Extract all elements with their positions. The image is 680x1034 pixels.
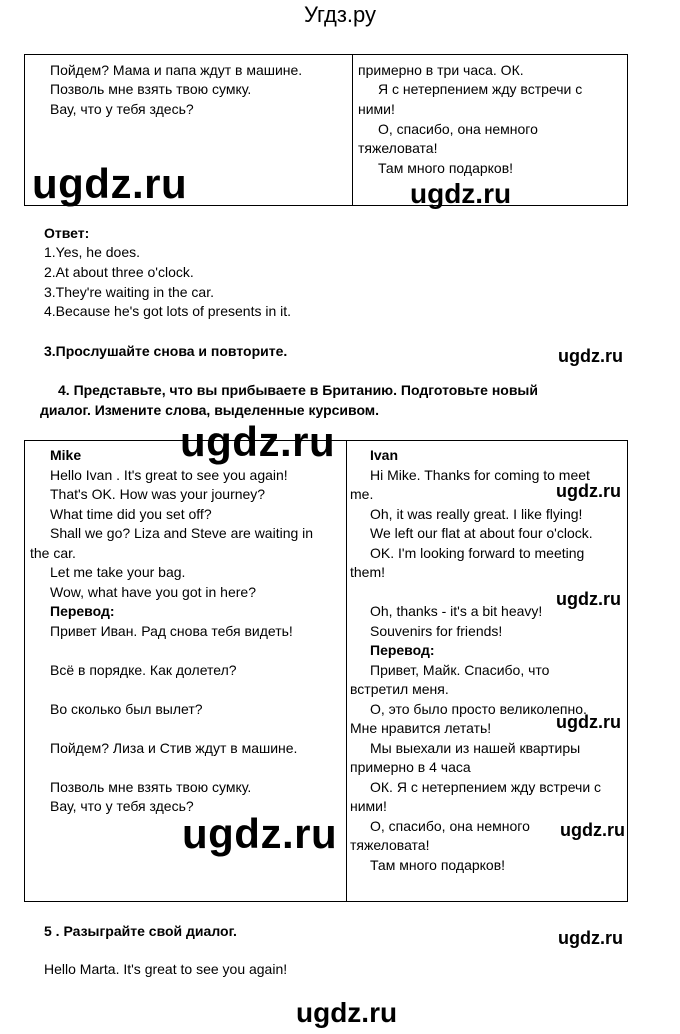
task-5-heading: 5 . Разыграйте свой диалог. bbox=[44, 923, 237, 939]
task-4-heading: диалог. Измените слова, выделенные курсивом. bbox=[40, 402, 380, 418]
ivan-translation-line: Мы выехали из нашей квартиры bbox=[370, 740, 581, 756]
watermark: ugdz.ru bbox=[32, 160, 188, 207]
ivan-header: Ivan bbox=[370, 447, 399, 463]
answer-item: 1.Yes, he does. bbox=[44, 244, 141, 260]
mike-line: Let me take your bag. bbox=[50, 564, 186, 580]
ivan-translation-line: О, спасибо, она немного bbox=[370, 818, 530, 834]
table-1-left-line: Пойдем? Мама и папа ждут в машине. bbox=[50, 62, 303, 78]
mike-translation-line: Во сколько был вылет? bbox=[50, 701, 203, 717]
ivan-translation-line: ними! bbox=[350, 798, 387, 814]
site-title: Угдз.ру bbox=[303, 2, 377, 27]
ivan-line: OK. I'm looking forward to meeting bbox=[370, 545, 585, 561]
ivan-translation-line: Там много подарков! bbox=[370, 857, 506, 873]
mike-translation-header: Перевод: bbox=[50, 603, 115, 619]
watermark: ugdz.ru bbox=[556, 712, 621, 732]
mike-header: Mike bbox=[50, 447, 82, 463]
ivan-translation-line: Привет, Майк. Спасибо, что bbox=[370, 662, 550, 678]
ivan-translation-line: тяжеловата! bbox=[350, 837, 430, 853]
answer-item: 2.At about three o'clock. bbox=[44, 264, 194, 280]
task-3-heading: 3.Прослушайте снова и повторите. bbox=[44, 343, 288, 359]
mike-translation-line: Всё в порядке. Как долетел? bbox=[50, 662, 237, 678]
watermark: ugdz.ru bbox=[558, 346, 623, 366]
ivan-translation-line: примерно в 4 часа bbox=[350, 759, 471, 775]
ivan-line: Oh, thanks - it's a bit heavy! bbox=[370, 603, 543, 619]
mike-translation-line: Привет Иван. Рад снова тебя видеть! bbox=[50, 623, 293, 639]
table-1-left-line: Позволь мне взять твою сумку. bbox=[50, 81, 252, 97]
ivan-translation-line: встретил меня. bbox=[350, 681, 449, 697]
mike-line: What time did you set off? bbox=[50, 506, 212, 522]
ivan-translation-header: Перевод: bbox=[370, 642, 435, 658]
table-1-divider bbox=[352, 54, 353, 206]
table-1-right-line: ними! bbox=[358, 101, 395, 117]
answer-heading: Ответ: bbox=[44, 225, 90, 241]
ivan-line: me. bbox=[350, 486, 374, 502]
table-1-right-line: Там много подарков! bbox=[378, 160, 514, 176]
table-2-divider bbox=[346, 440, 347, 902]
mike-translation-line: Пойдем? Лиза и Стив ждут в машине. bbox=[50, 740, 298, 756]
ivan-translation-line: ОК. Я с нетерпением жду встречи с bbox=[370, 779, 602, 795]
table-1-right-line: тяжеловата! bbox=[358, 140, 438, 156]
task-4-heading: 4. Представьте, что вы прибываете в Британию. Подготовьте новый bbox=[58, 382, 538, 398]
watermark: ugdz.ru bbox=[556, 589, 621, 609]
ivan-translation-line: Мне нравится летать! bbox=[350, 720, 492, 736]
mike-translation-line: Вау, что у тебя здесь? bbox=[50, 798, 194, 814]
mike-line: Hello Ivan . It's great to see you again! bbox=[50, 467, 288, 483]
footer-watermark: ugdz.ru bbox=[296, 997, 398, 1028]
watermark: ugdz.ru bbox=[556, 481, 621, 501]
mike-line: That's OK. How was your journey? bbox=[50, 486, 266, 502]
ivan-line: Souvenirs for friends! bbox=[370, 623, 503, 639]
watermark: ugdz.ru bbox=[182, 810, 338, 857]
watermark: ugdz.ru bbox=[560, 820, 625, 840]
ivan-translation-line: О, это было просто великолепно. bbox=[370, 701, 587, 717]
final-line: Hello Marta. It's great to see you again! bbox=[44, 961, 288, 977]
mike-translation-line: Позволь мне взять твою сумку. bbox=[50, 779, 252, 795]
mike-line: Shall we go? Liza and Steve are waiting in bbox=[50, 525, 314, 541]
answer-item: 4.Because he's got lots of presents in it. bbox=[44, 303, 292, 319]
table-1-right-line: О, спасибо, она немного bbox=[378, 121, 538, 137]
table-1-right-line: примерно в три часа. ОК. bbox=[358, 62, 524, 78]
watermark: ugdz.ru bbox=[180, 418, 336, 465]
ivan-line: Oh, it was really great. I like flying! bbox=[370, 506, 583, 522]
answer-item: 3.They're waiting in the car. bbox=[44, 284, 214, 300]
table-1-right-line: Я с нетерпением жду встречи с bbox=[378, 81, 583, 97]
mike-line: the car. bbox=[30, 545, 76, 561]
ivan-line: We left our flat at about four o'clock. bbox=[370, 525, 593, 541]
mike-line: Wow, what have you got in here? bbox=[50, 584, 256, 600]
watermark: ugdz.ru bbox=[558, 928, 623, 948]
ivan-line: them! bbox=[350, 564, 386, 580]
table-1-left-line: Вау, что у тебя здесь? bbox=[50, 101, 194, 117]
ivan-line: Hi Mike. Thanks for coming to meet bbox=[370, 467, 590, 483]
watermark: ugdz.ru bbox=[410, 178, 512, 209]
